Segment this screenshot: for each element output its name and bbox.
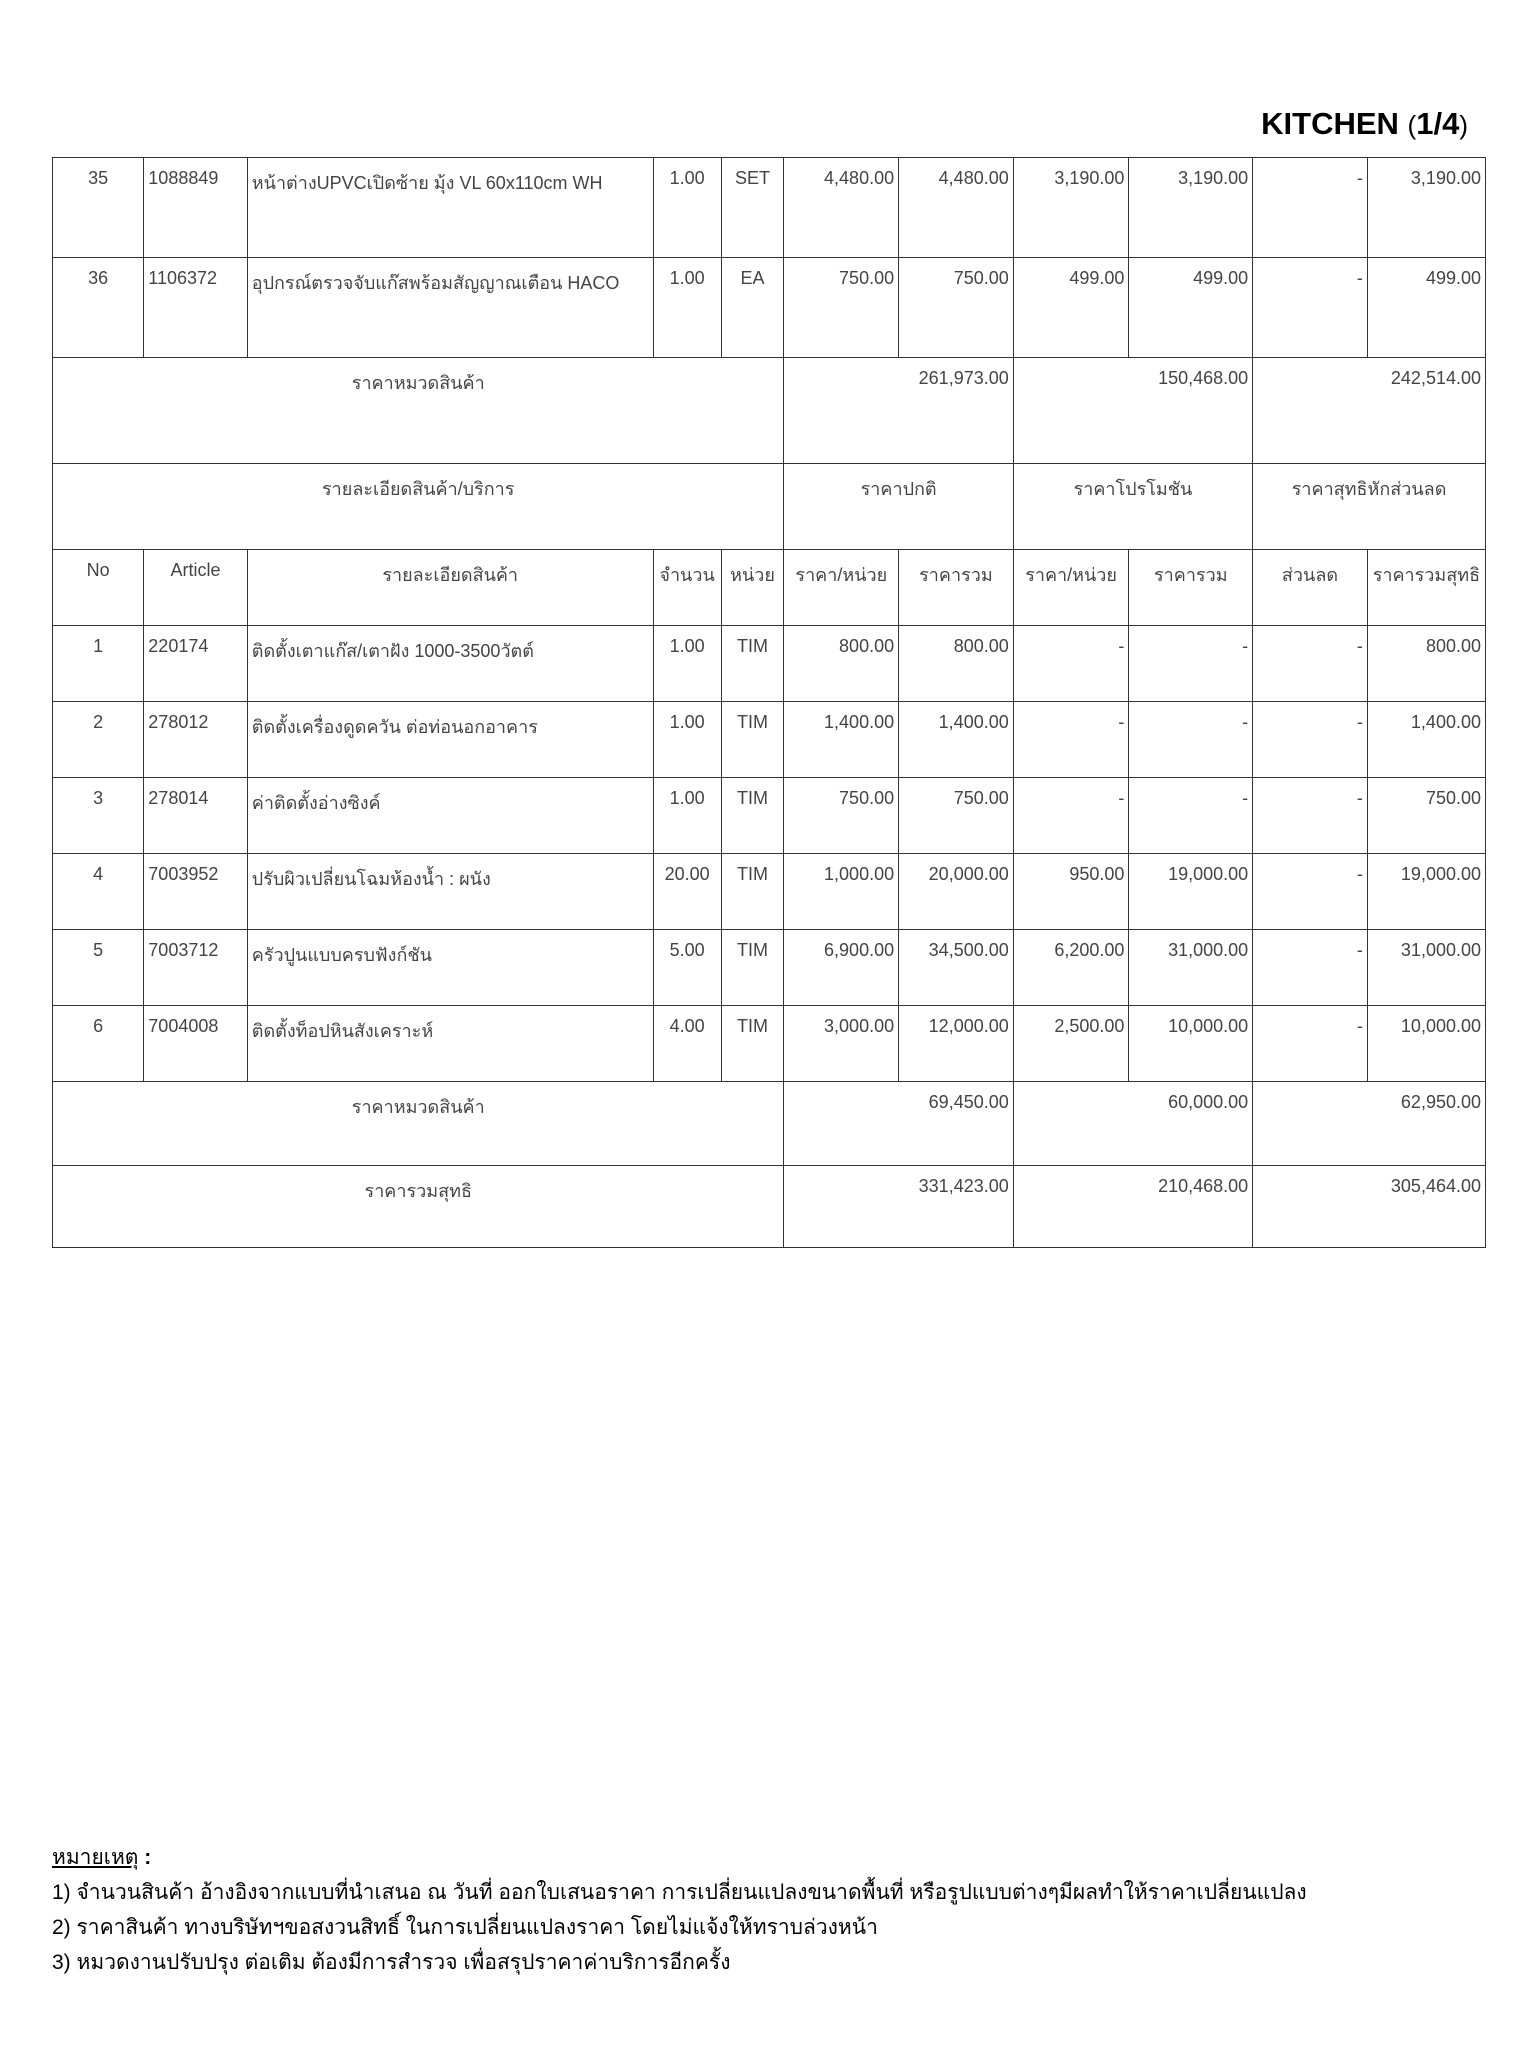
cell-unit: TIM	[721, 1006, 784, 1082]
cell-discount: -	[1253, 158, 1368, 258]
cell-no: 35	[53, 158, 144, 258]
cell-unit: EA	[721, 258, 784, 358]
cell-total: 750.00	[899, 258, 1014, 358]
cell-net: 3,190.00	[1367, 158, 1485, 258]
header-promo_unit: ราคา/หน่วย	[1013, 550, 1129, 626]
total-net: 305,464.00	[1253, 1166, 1486, 1248]
group-header-row	[53, 464, 1486, 550]
cell-desc: ติดตั้งเครื่องดูดควัน ต่อท่อนอกอาคาร	[247, 702, 653, 778]
item-row	[53, 626, 1486, 702]
cell-net: 31,000.00	[1367, 930, 1485, 1006]
note-item: 1) จำนวนสินค้า อ้างอิงจากแบบที่นำเสนอ ณ วันที่ ออกใบเสนอราคา การเปลี่ยนแปลงขนาดพื้นที่ หรือรูปแบบต่างๆมีผลทำให้ราคาเปลี่ยนแปลง	[52, 1881, 1307, 1904]
item-row	[53, 158, 1486, 258]
notes-heading: หมายเหตุ	[52, 1846, 139, 1869]
total-label: ราคาหมวดสินค้า	[53, 1082, 784, 1166]
cell-discount: -	[1253, 1006, 1368, 1082]
cell-unit: TIM	[721, 854, 784, 930]
cell-desc: ครัวปูนแบบครบฟังก์ชัน	[247, 930, 653, 1006]
subtotal-row	[53, 1082, 1486, 1166]
cell-desc: อุปกรณ์ตรวจจับแก๊สพร้อมสัญญาณเตือน HACO	[247, 258, 653, 358]
cell-qty: 1.00	[653, 158, 721, 258]
cell-total: 34,500.00	[899, 930, 1014, 1006]
cell-qty: 20.00	[653, 854, 721, 930]
cell-article: 278014	[144, 778, 247, 854]
cell-desc: ติดตั้งเตาแก๊ส/เตาฝัง 1000-3500วัตต์	[247, 626, 653, 702]
cell-no: 1	[53, 626, 144, 702]
cell-unit: SET	[721, 158, 784, 258]
header-unit_price: ราคา/หน่วย	[784, 550, 899, 626]
cell-net: 10,000.00	[1367, 1006, 1485, 1082]
total-label: ราคาหมวดสินค้า	[53, 358, 784, 464]
note-item: 2) ราคาสินค้า ทางบริษัทฯขอสงวนสิทธิ์ ในการเปลี่ยนแปลงราคา โดยไม่แจ้งให้ทราบล่วงหน้า	[52, 1916, 878, 1939]
item-row	[53, 930, 1486, 1006]
item-row	[53, 258, 1486, 358]
cell-promo_total: 31,000.00	[1129, 930, 1253, 1006]
cell-promo_total: 19,000.00	[1129, 854, 1253, 930]
cell-total: 20,000.00	[899, 854, 1014, 930]
cell-net: 800.00	[1367, 626, 1485, 702]
cell-article: 1106372	[144, 258, 247, 358]
cell-desc: ติดตั้งท็อปหินสังเคราะห์	[247, 1006, 653, 1082]
cell-article: 7004008	[144, 1006, 247, 1082]
cell-discount: -	[1253, 778, 1368, 854]
cell-net: 1,400.00	[1367, 702, 1485, 778]
cell-net: 19,000.00	[1367, 854, 1485, 930]
header-qty: จำนวน	[653, 550, 721, 626]
cell-qty: 1.00	[653, 626, 721, 702]
cell-net: 499.00	[1367, 258, 1485, 358]
page-title: KITCHEN (1/4)	[1261, 106, 1468, 141]
cell-discount: -	[1253, 930, 1368, 1006]
cell-desc: ปรับผิวเปลี่ยนโฉมห้องน้ำ : ผนัง	[247, 854, 653, 930]
cell-qty: 4.00	[653, 1006, 721, 1082]
cell-no: 4	[53, 854, 144, 930]
cell-promo_total: -	[1129, 702, 1253, 778]
cell-article: 220174	[144, 626, 247, 702]
total-normal: 261,973.00	[784, 358, 1013, 464]
subtotal-row	[53, 358, 1486, 464]
item-row	[53, 1006, 1486, 1082]
cell-unit: TIM	[721, 702, 784, 778]
group-header-promo: ราคาโปรโมชัน	[1013, 464, 1252, 550]
cell-net: 750.00	[1367, 778, 1485, 854]
cell-unit: TIM	[721, 930, 784, 1006]
grand-total-row	[53, 1166, 1486, 1248]
cell-unit: TIM	[721, 778, 784, 854]
total-promo: 210,468.00	[1013, 1166, 1252, 1248]
header-promo_total: ราคารวม	[1129, 550, 1253, 626]
cell-discount: -	[1253, 854, 1368, 930]
cell-article: 7003952	[144, 854, 247, 930]
cell-promo_total: -	[1129, 626, 1253, 702]
cell-no: 5	[53, 930, 144, 1006]
cell-promo_total: -	[1129, 778, 1253, 854]
item-row	[53, 854, 1486, 930]
group-header-detail: รายละเอียดสินค้า/บริการ	[53, 464, 784, 550]
column-header-row	[53, 550, 1486, 626]
cell-no: 3	[53, 778, 144, 854]
cell-unit_price: 800.00	[784, 626, 899, 702]
item-row	[53, 778, 1486, 854]
cell-promo_unit: 3,190.00	[1013, 158, 1129, 258]
header-unit: หน่วย	[721, 550, 784, 626]
cell-no: 6	[53, 1006, 144, 1082]
cell-promo_unit: 950.00	[1013, 854, 1129, 930]
cell-discount: -	[1253, 702, 1368, 778]
total-promo: 150,468.00	[1013, 358, 1252, 464]
cell-promo_total: 499.00	[1129, 258, 1253, 358]
total-net: 62,950.00	[1253, 1082, 1486, 1166]
cell-qty: 1.00	[653, 778, 721, 854]
total-normal: 69,450.00	[784, 1082, 1013, 1166]
cell-promo_unit: -	[1013, 626, 1129, 702]
cell-qty: 5.00	[653, 930, 721, 1006]
header-discount: ส่วนลด	[1253, 550, 1368, 626]
header-net: ราคารวมสุทธิ	[1367, 550, 1485, 626]
note-item: 3) หมวดงานปรับปรุง ต่อเติม ต้องมีการสำรวจ เพื่อสรุปราคาค่าบริการอีกครั้ง	[52, 1951, 731, 1974]
cell-discount: -	[1253, 626, 1368, 702]
cell-promo_unit: 499.00	[1013, 258, 1129, 358]
cell-no: 2	[53, 702, 144, 778]
cell-promo_unit: 6,200.00	[1013, 930, 1129, 1006]
cell-unit_price: 6,900.00	[784, 930, 899, 1006]
cell-discount: -	[1253, 258, 1368, 358]
total-normal: 331,423.00	[784, 1166, 1013, 1248]
cell-qty: 1.00	[653, 702, 721, 778]
cell-article: 278012	[144, 702, 247, 778]
header-desc: รายละเอียดสินค้า	[247, 550, 653, 626]
cell-no: 36	[53, 258, 144, 358]
cell-promo_unit: -	[1013, 702, 1129, 778]
header-no: No	[53, 550, 144, 626]
page-title-main: KITCHEN	[1261, 106, 1399, 141]
cell-article: 1088849	[144, 158, 247, 258]
group-header-normal: ราคาปกติ	[784, 464, 1013, 550]
total-promo: 60,000.00	[1013, 1082, 1252, 1166]
header-total: ราคารวม	[899, 550, 1014, 626]
notes-section: หมายเหตุ : 1) จำนวนสินค้า อ้างอิงจากแบบที่นำเสนอ ณ วันที่ ออกใบเสนอราคา การเปลี่ยนแปลงขนาดพื้นที่ หรือรูปแบบต่างๆมีผลทำให้ราคาเปลี่ยนแปลง 2) ราคาสินค้า ทางบริษัทฯขอสงวนสิทธิ์ ในการเปลี่ยนแปลงราคา โดยไม่แจ้งให้ทราบล่วงหน้า 3) หมวดงานปรับปรุง ต่อเติม ต้องมีการสำรวจ เพื่อสรุปราคาค่าบริการอีกครั้ง	[52, 1840, 1492, 1980]
cell-unit_price: 750.00	[784, 778, 899, 854]
cell-promo_total: 3,190.00	[1129, 158, 1253, 258]
cell-unit: TIM	[721, 626, 784, 702]
quotation-table	[52, 157, 1486, 1248]
header-article: Article	[144, 550, 247, 626]
cell-unit_price: 750.00	[784, 258, 899, 358]
cell-total: 4,480.00	[899, 158, 1014, 258]
cell-total: 1,400.00	[899, 702, 1014, 778]
page-title-part: 1/4	[1416, 106, 1460, 141]
cell-promo_total: 10,000.00	[1129, 1006, 1253, 1082]
cell-total: 750.00	[899, 778, 1014, 854]
total-net: 242,514.00	[1253, 358, 1486, 464]
cell-unit_price: 4,480.00	[784, 158, 899, 258]
cell-desc: หน้าต่างUPVCเปิดซ้าย มุ้ง VL 60x110cm WH	[247, 158, 653, 258]
cell-promo_unit: 2,500.00	[1013, 1006, 1129, 1082]
cell-promo_unit: -	[1013, 778, 1129, 854]
cell-unit_price: 1,400.00	[784, 702, 899, 778]
cell-unit_price: 3,000.00	[784, 1006, 899, 1082]
cell-article: 7003712	[144, 930, 247, 1006]
cell-unit_price: 1,000.00	[784, 854, 899, 930]
cell-total: 12,000.00	[899, 1006, 1014, 1082]
cell-total: 800.00	[899, 626, 1014, 702]
group-header-net: ราคาสุทธิหักส่วนลด	[1253, 464, 1486, 550]
item-row	[53, 702, 1486, 778]
total-label: ราคารวมสุทธิ	[53, 1166, 784, 1248]
cell-qty: 1.00	[653, 258, 721, 358]
cell-desc: ค่าติดตั้งอ่างซิงค์	[247, 778, 653, 854]
